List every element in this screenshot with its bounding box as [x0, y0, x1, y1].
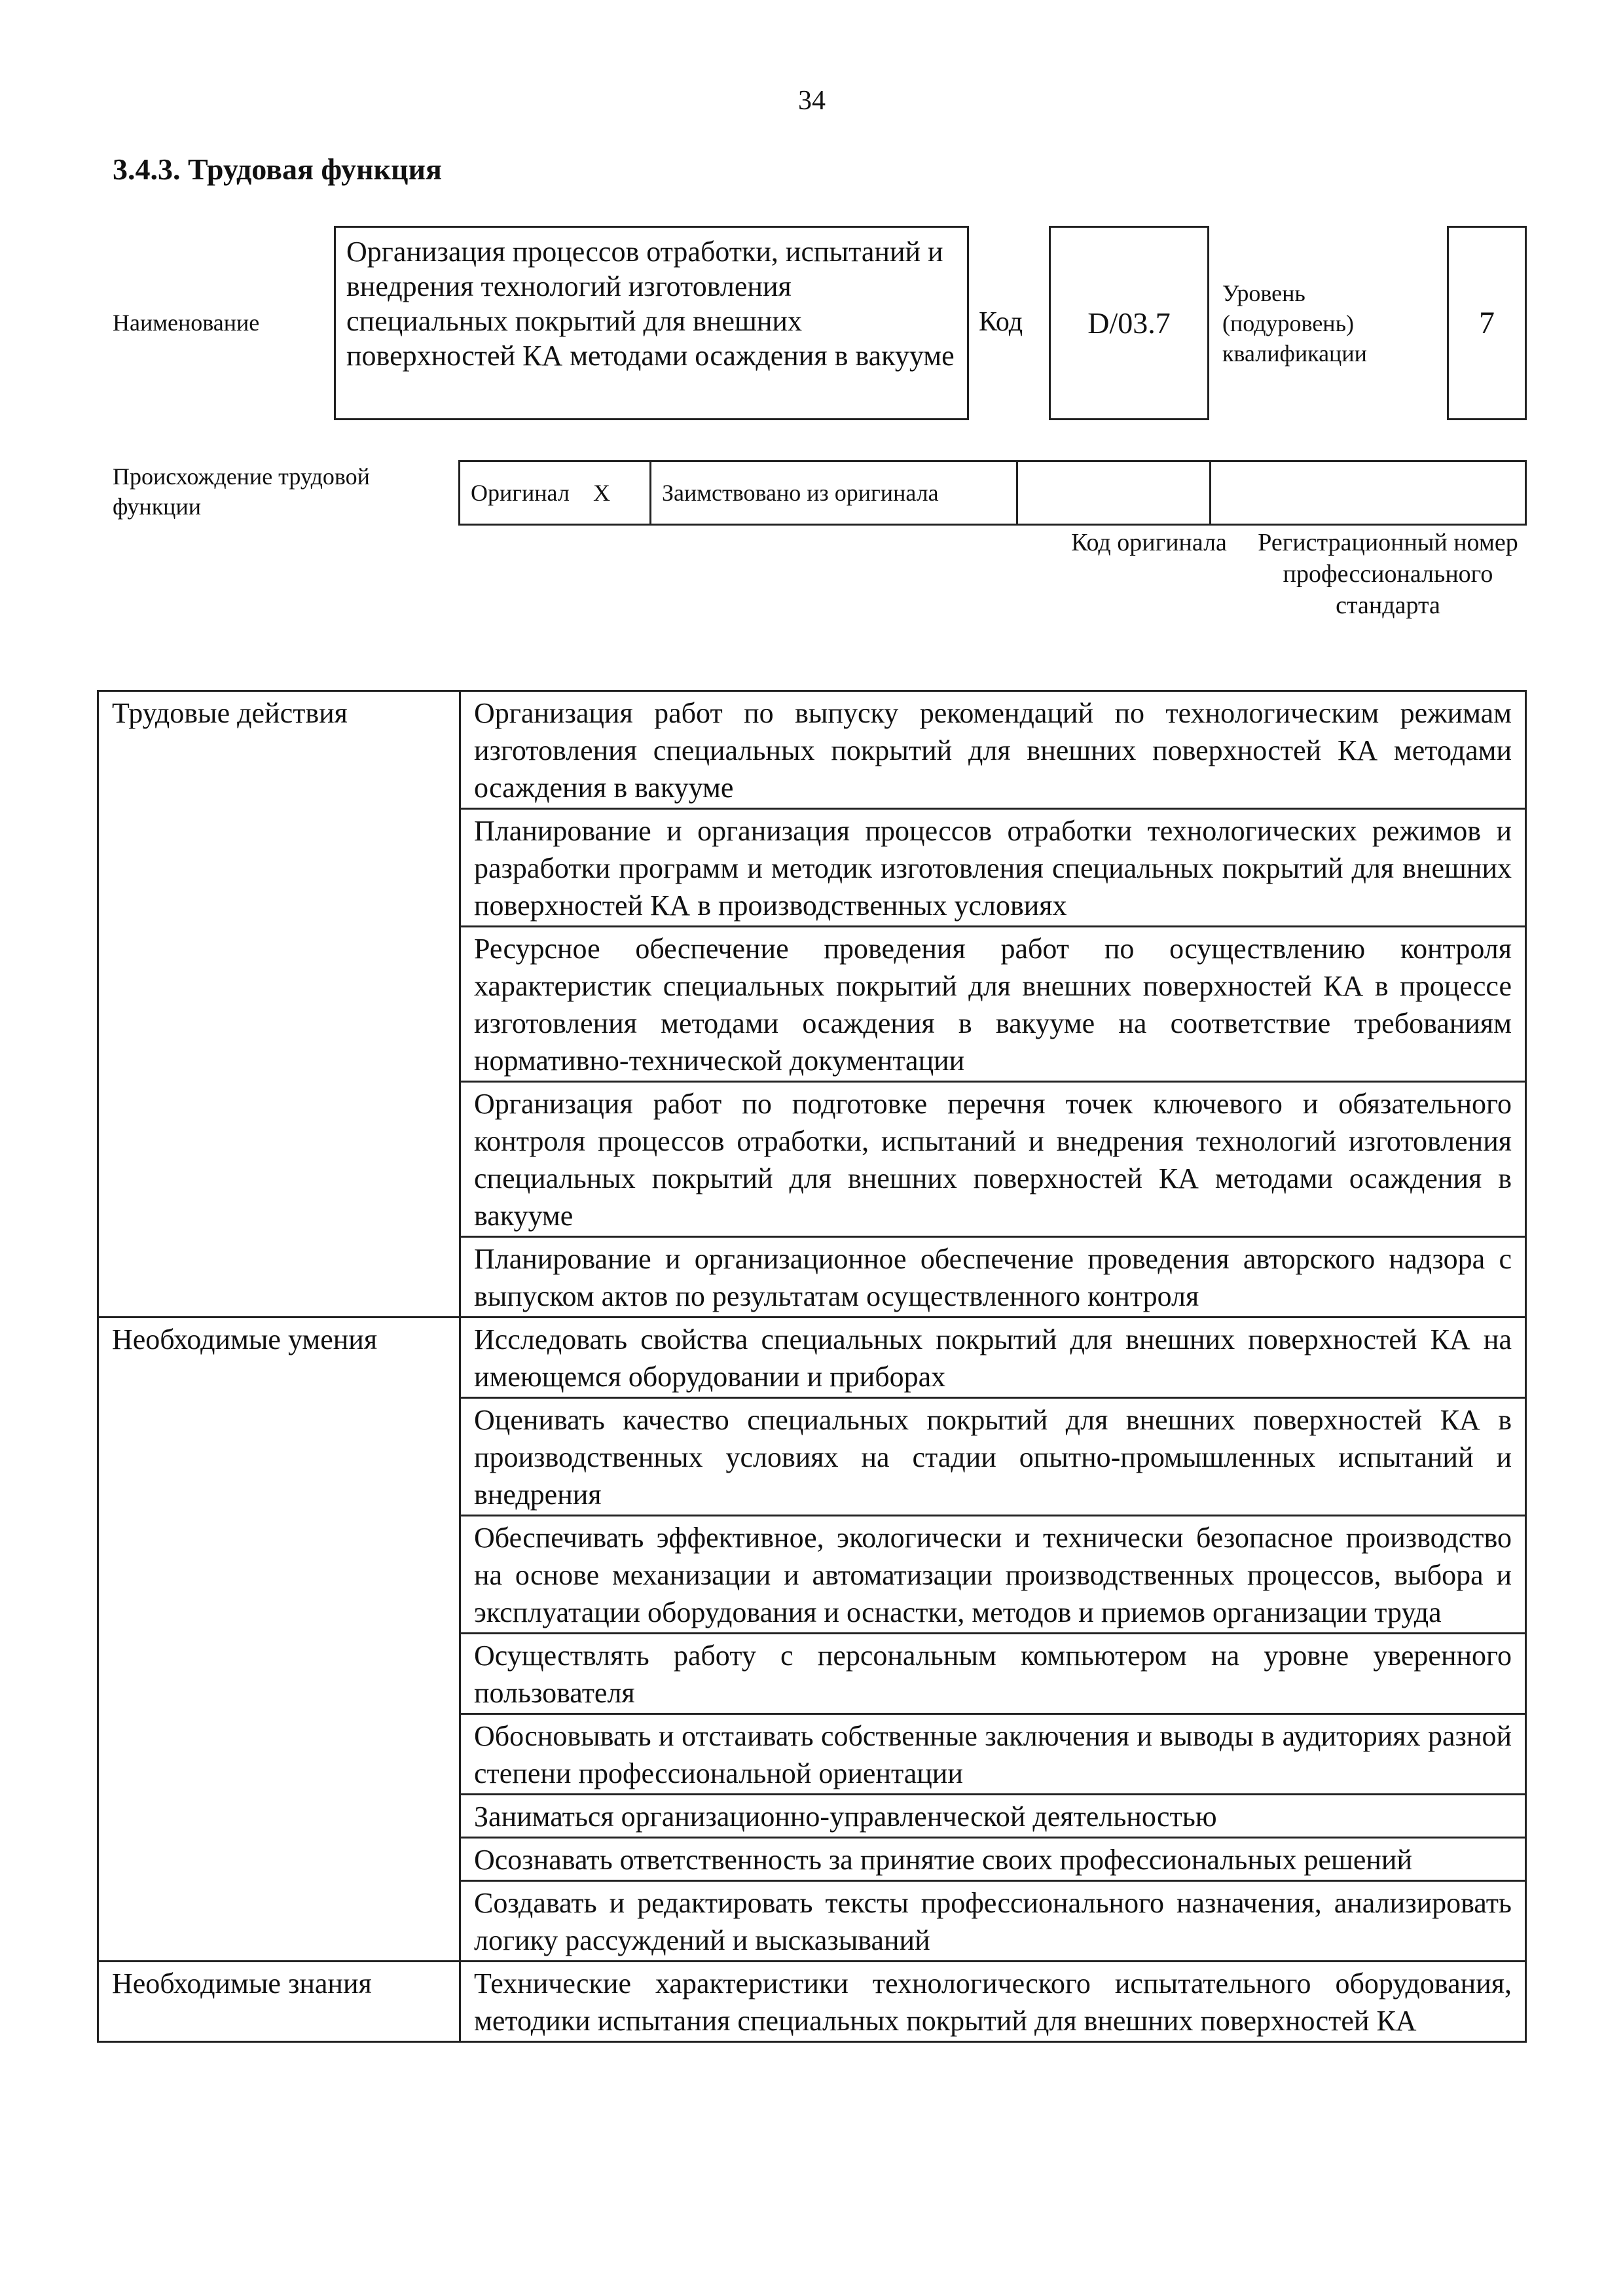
- section-title: 3.4.3. Трудовая функция: [113, 152, 442, 186]
- origin-table: [458, 460, 1527, 526]
- competency-table: [97, 690, 1527, 2043]
- item-cell: Обосновывать и отстаивать собственные заключения и выводы в аудиториях разной степени профессиональной ориентации: [460, 1714, 1526, 1795]
- item-cell: Технические характеристики технологического испытательного оборудования, методики испытания специальных покрытий для внешних поверхностей КА: [460, 1962, 1526, 2042]
- reg-number-label: Регистрационный номер профессионального стандарта: [1258, 529, 1518, 619]
- code-original-label: Код оригинала: [1071, 529, 1227, 556]
- item-cell: Заниматься организационно-управленческой деятельностью: [460, 1795, 1526, 1838]
- function-name-box: Организация процессов отработки, испытаний и внедрения технологий изготовления специальных покрытий для внешних поверхностей КА методами осаждения в вакууме: [334, 226, 969, 420]
- code-original-cell: [1017, 461, 1211, 525]
- borrowed-label: Заимствовано из оригинала: [651, 461, 1017, 525]
- level-box: 7: [1447, 226, 1527, 420]
- table-row: [98, 1795, 1526, 1838]
- table-row: [98, 1881, 1526, 1962]
- table-row: [98, 1634, 1526, 1714]
- category-cell: Необходимые знания: [98, 1962, 460, 2042]
- code-label: Код: [979, 307, 1023, 337]
- table-row: [98, 1838, 1526, 1881]
- item-cell: Создавать и редактировать тексты профессионального назначения, анализировать логику рассуждений и высказываний: [460, 1881, 1526, 1962]
- code-box: D/03.7: [1049, 226, 1209, 420]
- reg-number-cell: [1211, 461, 1526, 525]
- item-cell: Обеспечивать эффективное, экологически и технически безопасное производство на основе механизации и автоматизации производственных процессов, выбора и эксплуатации оборудования и оснастки, методов и приемов организации труда: [460, 1516, 1526, 1634]
- table-row: [98, 1082, 1526, 1237]
- level-label: Уровень (подуровень) квалификации: [1222, 280, 1367, 367]
- table-row: [98, 809, 1526, 927]
- item-cell: Организация работ по выпуску рекомендаций по технологическим режимам изготовления специальных покрытий для внешних поверхностей КА методами осаждения в вакууме: [460, 691, 1526, 809]
- category-cell: Трудовые действия: [98, 691, 460, 809]
- table-row: [98, 927, 1526, 1082]
- table-row: [98, 1237, 1526, 1318]
- table-row: [98, 691, 1526, 809]
- item-cell: Осуществлять работу с персональным компьютером на уровне уверенного пользователя: [460, 1634, 1526, 1714]
- table-row: [98, 1714, 1526, 1795]
- original-label: Оригинал: [460, 461, 583, 525]
- name-label: Наименование: [113, 310, 260, 336]
- page-number: 34: [798, 86, 826, 116]
- table-row: [98, 1962, 1526, 2042]
- table-row: [98, 1398, 1526, 1516]
- table-row: [98, 1516, 1526, 1634]
- table-row: [98, 1318, 1526, 1398]
- item-cell: Планирование и организация процессов отработки технологических режимов и разработки программ и методик изготовления специальных покрытий для внешних поверхностей КА в производственных условиях: [460, 809, 1526, 927]
- item-cell: Осознавать ответственность за принятие своих профессиональных решений: [460, 1838, 1526, 1881]
- item-cell: Оценивать качество специальных покрытий для внешних поверхностей КА в производственных условиях на стадии опытно-промышленных испытаний и внедрения: [460, 1398, 1526, 1516]
- item-cell: Планирование и организационное обеспечение проведения авторского надзора с выпуском актов по результатам осуществленного контроля: [460, 1237, 1526, 1318]
- item-cell: Ресурсное обеспечение проведения работ по осуществлению контроля характеристик специальных покрытий для внешних поверхностей КА в процессе изготовления методами осаждения в вакууме на соответствие требованиям нормативно-технической документации: [460, 927, 1526, 1082]
- category-cell: Необходимые умения: [98, 1318, 460, 1398]
- origin-label: Происхождение трудовой функции: [113, 463, 370, 520]
- item-cell: Исследовать свойства специальных покрытий для внешних поверхностей КА на имеющемся оборудовании и приборах: [460, 1318, 1526, 1398]
- original-mark: X: [583, 461, 651, 525]
- item-cell: Организация работ по подготовке перечня точек ключевого и обязательного контроля процессов отработки, испытаний и внедрения технологий изготовления специальных покрытий для внешних поверхностей КА методами осаждения в вакууме: [460, 1082, 1526, 1237]
